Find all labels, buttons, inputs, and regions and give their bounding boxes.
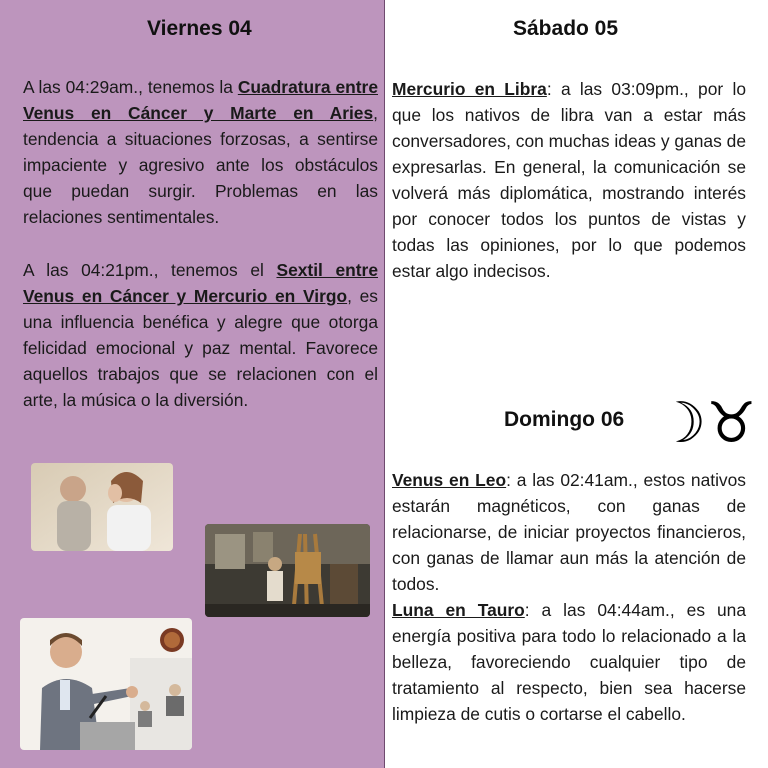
sunday-p2-text: : a las 04:44am., es una energía positiva para todo lo relacionado a la belleza, favoreciendo cualquier tipo de tratamiento al respecto, bien sea hacerse limpieza de cutis o cortarse el cabello. (392, 600, 746, 724)
friday-paragraph-1 (23, 74, 378, 230)
friday-p1-text: , tendencia a situaciones forzosas, a sentirse impaciente y agresivo ante los obstáculos que puedan surgir. Problemas en las relaciones sentimentales. (23, 103, 378, 227)
friday-title: Viernes 04 (147, 17, 252, 40)
saturday-title: Sábado 05 (513, 17, 619, 40)
saturday-text: : a las 03:09pm., por lo que los nativos de libra van a estar más conversadores, con muchas ideas y ganas de expresarlas. En general, la comunicación se volverá más diplomática, mostrando interés por conocer todos los puntos de vistas y todas las opiniones, por lo que podemos estar algo indecisos. (392, 79, 746, 281)
sunday-p1-link[interactable]: Venus en Leo (392, 470, 507, 490)
friday-p1-link[interactable]: Cuadratura entre Venus en Cáncer y Marte en Aries (23, 77, 378, 123)
friday-p2-text: , es una influencia benéfica y alegre que otorga felicidad emocional y paz mental. Favorece aquellos trabajos que se relacionen con el arte, la música o la diversión. (23, 286, 378, 410)
sunday-p1-text: : a las 02:41am., estos nativos estarán magnéticos, con ganas de relacionarse, de iniciar proyectos financieros, con ganas de llamar aun más la atención de todos. (392, 470, 746, 594)
sunday-p2-link[interactable]: Luna en Tauro (392, 600, 525, 620)
friday-p2-time: A las 04:21pm., tenemos el (23, 260, 277, 280)
friday-paragraph-2 (23, 257, 378, 413)
couple-arguing-photo (31, 463, 173, 551)
moon-taurus-icon: ☽♉ (656, 391, 757, 456)
speaker-conference-photo (20, 618, 192, 750)
sunday-title: Domingo 06 (504, 408, 625, 431)
sunday-paragraph-1 (392, 467, 746, 597)
painter-studio-photo (205, 524, 370, 617)
friday-p2-link[interactable]: Sextil entre Venus en Cáncer y Mercurio en Virgo (23, 260, 378, 306)
saturday-link[interactable]: Mercurio en Libra (392, 79, 547, 99)
weekend-panel (386, 0, 768, 768)
saturday-paragraph (392, 76, 746, 284)
friday-p1-time: A las 04:29am., tenemos la (23, 77, 238, 97)
sunday-paragraph-2 (392, 597, 746, 727)
